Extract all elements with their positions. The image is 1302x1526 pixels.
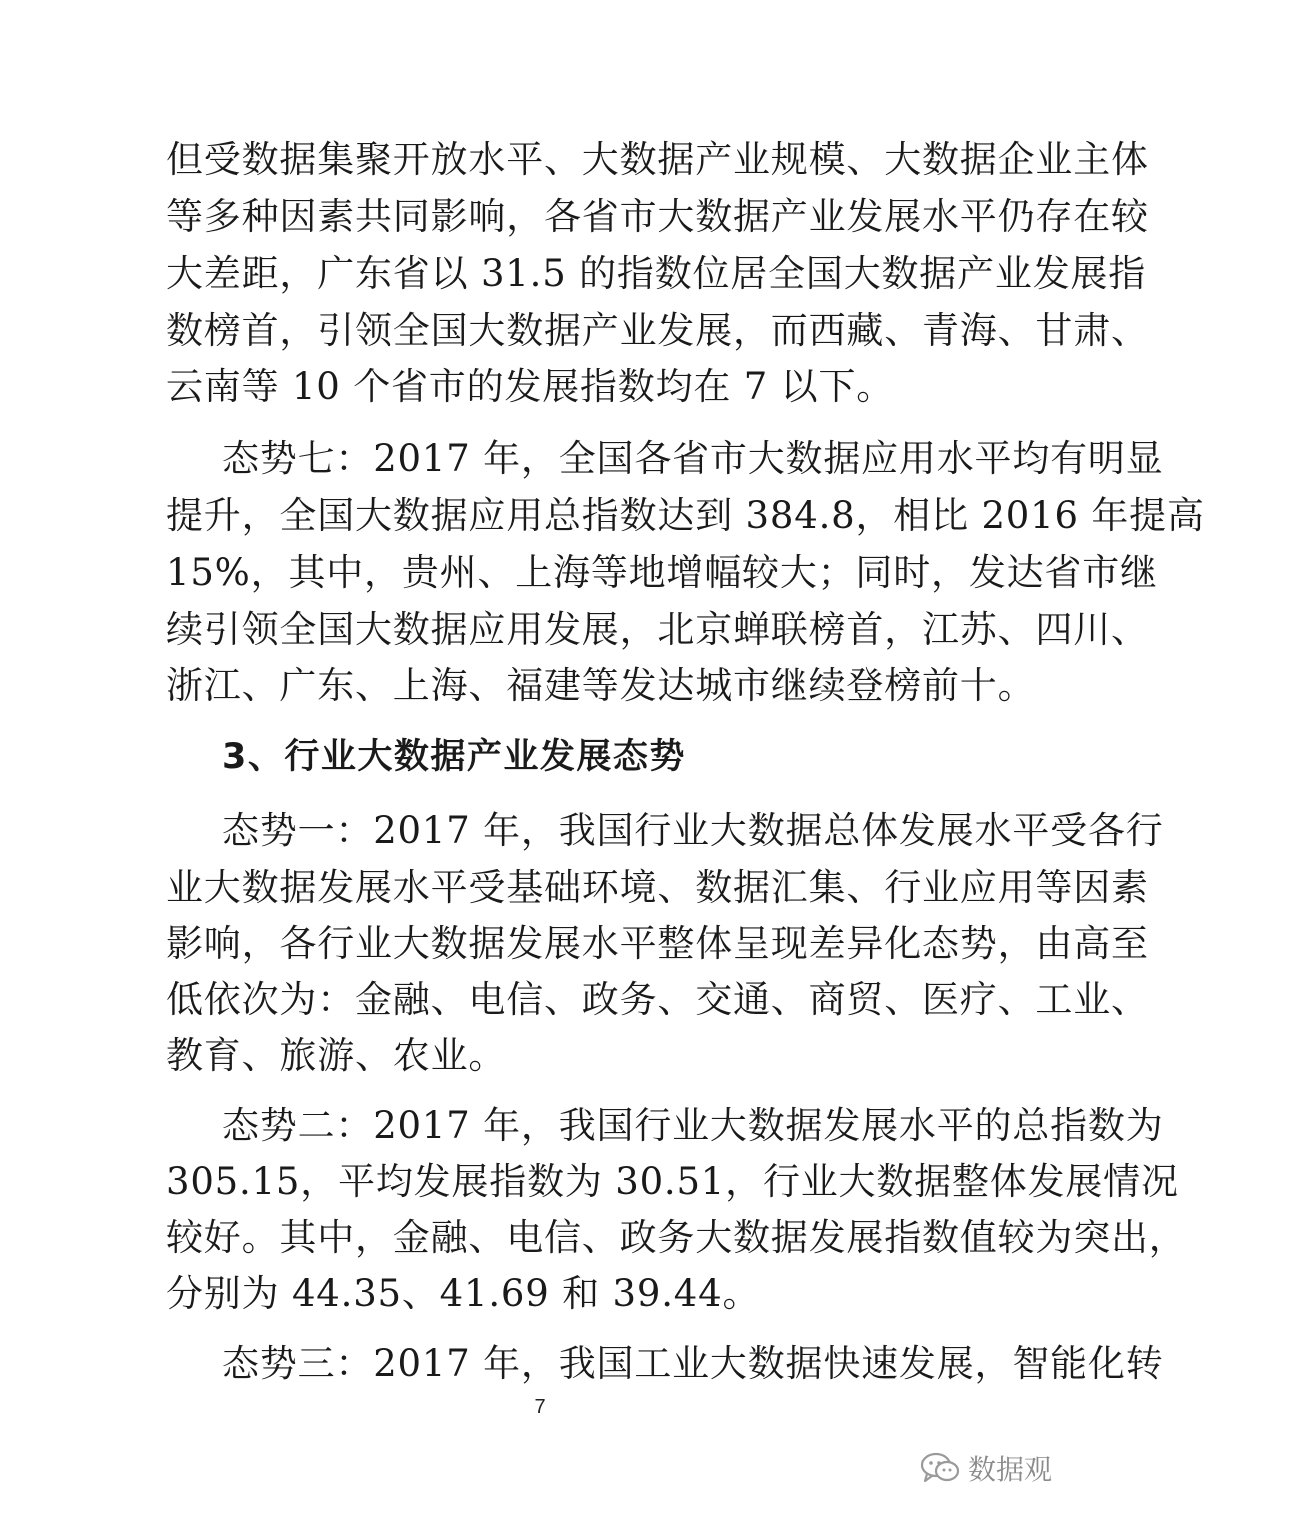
paragraph-4-line-1: 态势二：2017 年，我国行业大数据发展水平的总指数为 — [222, 1104, 1164, 1147]
paragraph-1-line-4: 数榜首，引领全国大数据产业发展，而西藏、青海、甘肃、 — [166, 309, 1149, 352]
watermark — [920, 1446, 1052, 1490]
section-heading: 3、行业大数据产业发展态势 — [222, 737, 686, 777]
paragraph-4-line-3: 较好。其中，金融、电信、政务大数据发展指数值较为突出， — [166, 1216, 1187, 1259]
paragraph-3-line-5: 教育、旅游、农业。 — [166, 1034, 507, 1077]
paragraph-1-line-2: 等多种因素共同影响，各省市大数据产业发展水平仍存在较 — [166, 195, 1149, 238]
paragraph-2-line-4: 续引领全国大数据应用发展，北京蝉联榜首，江苏、四川、 — [166, 608, 1149, 651]
page-number: 7 — [534, 1396, 546, 1418]
paragraph-5-line-1: 态势三：2017 年，我国工业大数据快速发展，智能化转 — [222, 1342, 1164, 1385]
paragraph-1-line-3: 大差距，广东省以 31.5 的指数位居全国大数据产业发展指 — [166, 252, 1147, 295]
paragraph-3-line-1: 态势一：2017 年，我国行业大数据总体发展水平受各行 — [222, 809, 1164, 852]
wechat-icon — [920, 1451, 960, 1485]
paragraph-3-line-2: 业大数据发展水平受基础环境、数据汇集、行业应用等因素 — [166, 866, 1149, 909]
watermark-text: 数据观 — [968, 1453, 1053, 1486]
paragraph-1-line-1: 但受数据集聚开放水平、大数据产业规模、大数据企业主体 — [166, 138, 1149, 181]
paragraph-2-line-5: 浙江、广东、上海、福建等发达城市继续登榜前十。 — [166, 664, 1036, 707]
paragraph-2-line-2: 提升，全国大数据应用总指数达到 384.8，相比 2016 年提高 — [166, 494, 1205, 537]
paragraph-4-line-2: 305.15，平均发展指数为 30.51，行业大数据整体发展情况 — [166, 1160, 1179, 1203]
paragraph-2-line-3: 15%，其中，贵州、上海等地增幅较大；同时，发达省市继 — [166, 551, 1158, 594]
paragraph-3-line-4: 低依次为：金融、电信、政务、交通、商贸、医疗、工业、 — [166, 978, 1149, 1021]
paragraph-4-line-4: 分别为 44.35、41.69 和 39.44。 — [166, 1272, 761, 1315]
paragraph-2-line-1: 态势七：2017 年，全国各省市大数据应用水平均有明显 — [222, 437, 1164, 480]
paragraph-1-line-5: 云南等 10 个省市的发展指数均在 7 以下。 — [166, 365, 895, 408]
paragraph-3-line-3: 影响，各行业大数据发展水平整体呈现差异化态势，由高至 — [166, 922, 1149, 965]
